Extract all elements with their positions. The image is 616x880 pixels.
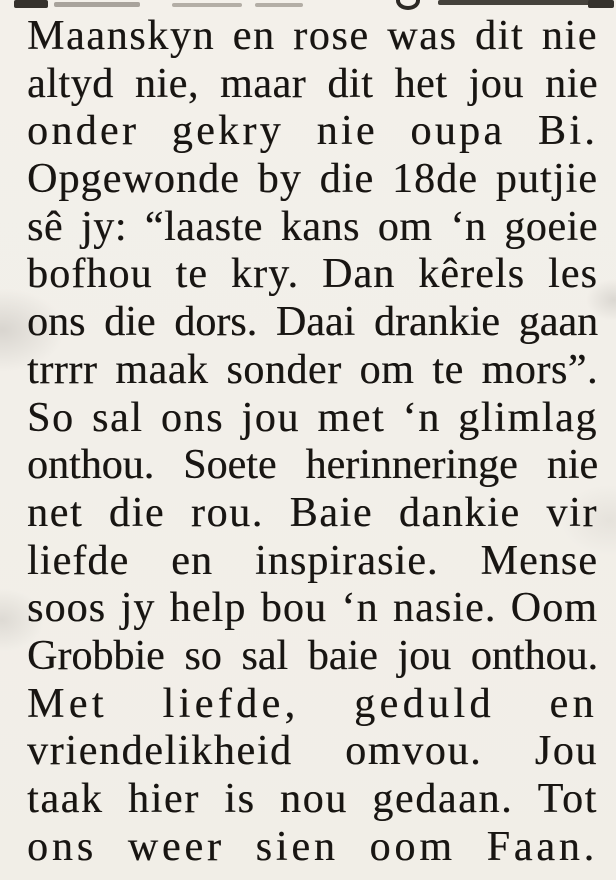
word: les: [547, 251, 598, 298]
text-line: [27, 538, 598, 586]
word: ‘n: [450, 203, 487, 250]
word: en: [549, 680, 598, 727]
word: Dan: [322, 251, 396, 298]
word: om: [359, 346, 415, 393]
word: was: [387, 13, 458, 59]
clipped-letter-fragment: [172, 3, 242, 7]
word: Jou: [534, 728, 598, 775]
word: glimlag: [458, 394, 598, 441]
word: Oom: [510, 585, 598, 632]
word: is: [224, 776, 256, 822]
clipped-letter-fragment: [255, 3, 303, 7]
word: die: [104, 299, 156, 346]
word: dit: [327, 60, 374, 107]
word: weer: [127, 823, 225, 870]
word: rou.: [190, 489, 264, 536]
text-line: [27, 776, 598, 824]
word: oupa: [410, 108, 506, 155]
word: Tot: [537, 776, 598, 822]
word: by: [257, 156, 302, 203]
word: sonder: [226, 346, 342, 393]
word: Soete: [183, 442, 277, 489]
word: ‘n: [341, 585, 379, 632]
word: nie: [316, 108, 378, 155]
word: vir: [546, 489, 598, 536]
word: maak: [115, 346, 209, 393]
word: vriendelikheid: [27, 728, 293, 775]
clipped-letter-fragment: [14, 0, 48, 8]
clipped-g-descender: [396, 0, 420, 10]
word: ons: [27, 299, 86, 346]
word: altyd: [27, 60, 114, 107]
word: Maanskyn: [27, 13, 216, 59]
word: sien: [255, 823, 339, 870]
word: en: [232, 13, 276, 59]
word: en: [171, 537, 214, 584]
text-line: [27, 728, 598, 776]
word: maar: [220, 60, 307, 107]
word: bou: [260, 585, 328, 632]
word: inspirasie.: [254, 537, 439, 584]
text-line: [27, 61, 598, 109]
word: onder: [27, 108, 140, 155]
word: dankie: [398, 489, 521, 536]
word: kêrels: [418, 251, 526, 298]
word: nie,: [134, 60, 199, 107]
word: Grobbie: [27, 632, 165, 679]
text-line: [27, 585, 598, 633]
word: dors.: [174, 299, 258, 346]
clipped-letter-fragment: [438, 0, 610, 5]
word: het: [394, 60, 448, 107]
word: Daai: [275, 299, 356, 346]
word: onthou.: [470, 632, 598, 679]
word: hier: [127, 776, 200, 822]
word: jou: [397, 632, 452, 679]
word: sal: [241, 632, 289, 679]
clipped-letter-fragment: [588, 0, 614, 8]
word: ons: [160, 394, 225, 441]
word: gedaan.: [372, 776, 514, 822]
word: taak: [27, 776, 104, 822]
word: kans: [280, 203, 360, 250]
text-line: [27, 299, 598, 347]
text-line: [27, 633, 598, 681]
word: soos: [27, 585, 107, 632]
word: gaan: [518, 299, 598, 346]
word: Baie: [289, 489, 374, 536]
text-line: [27, 681, 598, 729]
word: net: [27, 489, 84, 536]
word: met: [317, 394, 386, 441]
word: bofhou: [27, 251, 153, 298]
text-line: [27, 251, 598, 299]
text-line: [27, 824, 598, 872]
word: Bi.: [537, 108, 598, 155]
word: baie: [307, 632, 378, 679]
word: ons: [27, 823, 97, 870]
clipped-letter-fragment: [54, 2, 140, 7]
word: trrrr: [27, 346, 98, 393]
word: te: [175, 251, 209, 298]
word: ‘n: [402, 394, 441, 441]
word: oom: [369, 823, 456, 870]
word: die: [319, 156, 375, 203]
word: dit: [474, 13, 525, 59]
body-text: [27, 13, 598, 871]
word: die: [108, 489, 166, 536]
text-line: [27, 13, 598, 61]
word: nou: [279, 776, 348, 822]
word: jou: [241, 394, 301, 441]
text-line: [27, 108, 598, 156]
word: putjie: [495, 156, 598, 203]
word: mors”.: [481, 346, 598, 393]
word: kry.: [230, 251, 300, 298]
word: Opgewonde: [27, 156, 240, 203]
text-line: [27, 442, 598, 490]
word: goeie: [504, 203, 598, 250]
word: jou: [468, 60, 524, 107]
word: gekry: [171, 108, 284, 155]
word: nasie.: [392, 585, 497, 632]
word: omvou.: [345, 728, 483, 775]
word: sal: [91, 394, 144, 441]
text-line: [27, 204, 598, 252]
clipped-text-remnant: [0, 0, 616, 14]
word: So: [27, 394, 75, 441]
word: jy:: [80, 203, 127, 250]
word: jy: [120, 585, 156, 632]
word: herinneringe: [305, 442, 518, 489]
word: nie: [545, 60, 598, 107]
word: onthou.: [27, 442, 155, 489]
word: Met: [27, 680, 108, 727]
word: te: [432, 346, 464, 393]
word: liefde,: [162, 680, 300, 727]
text-line: [27, 395, 598, 443]
word: rose: [293, 13, 370, 59]
word: Mense: [480, 537, 598, 584]
word: 18de: [391, 156, 478, 203]
text-line: [27, 347, 598, 395]
word: om: [377, 203, 433, 250]
word: nie: [546, 442, 598, 489]
word: Faan.: [486, 823, 598, 870]
word: sê: [27, 203, 64, 250]
word: nie: [541, 13, 598, 59]
text-line: [27, 490, 598, 538]
word: help: [169, 585, 247, 632]
text-line: [27, 156, 598, 204]
word: liefde: [27, 537, 130, 584]
word: drankie: [373, 299, 500, 346]
word: so: [184, 632, 222, 679]
word: geduld: [354, 680, 495, 727]
word: “laaste: [144, 203, 263, 250]
